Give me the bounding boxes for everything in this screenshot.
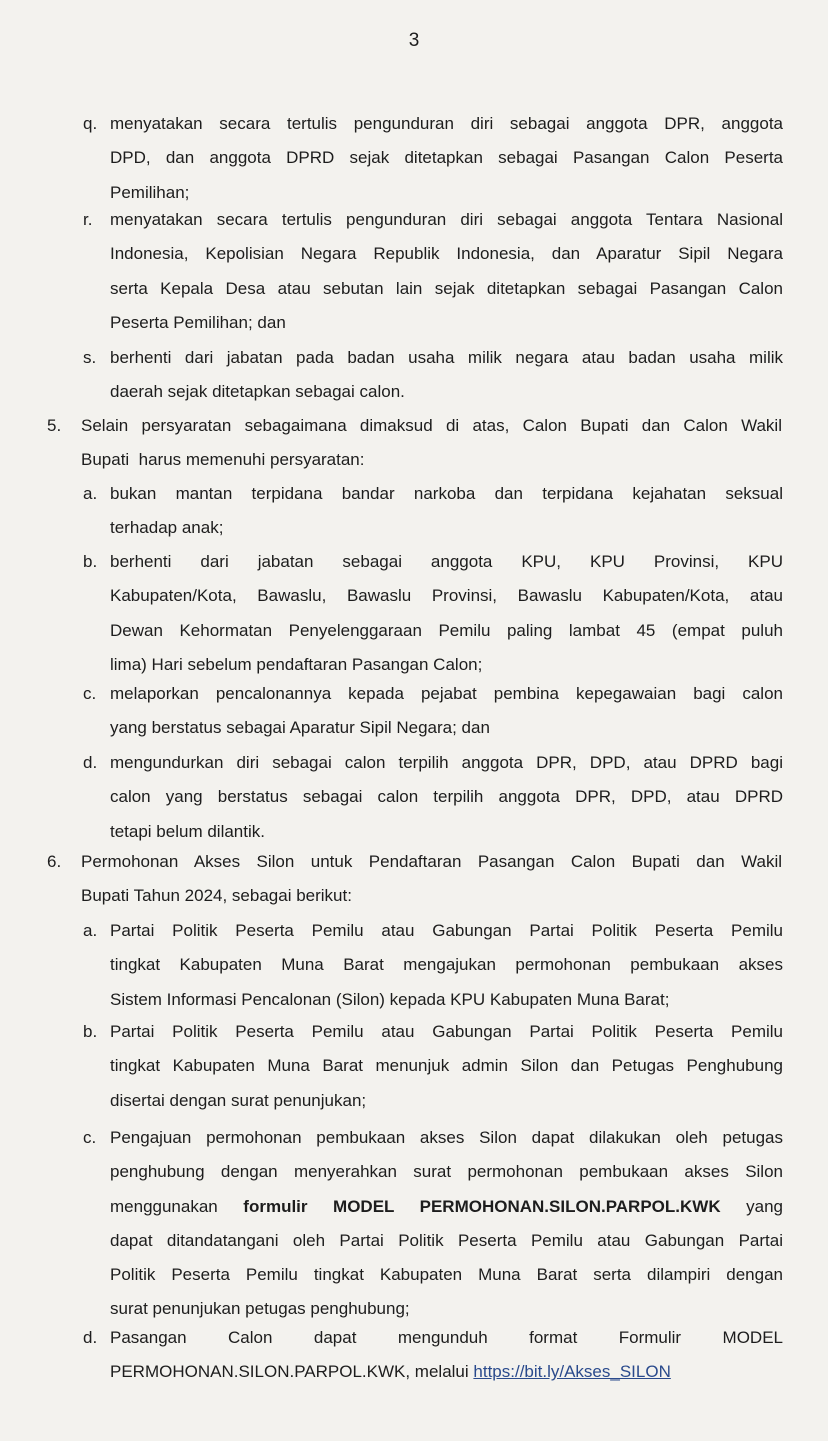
item-text bbox=[110, 677, 783, 746]
item-marker: 5. bbox=[47, 416, 62, 435]
text-fragment: menggunakan bbox=[110, 1196, 218, 1216]
text-line: berhenti dari jabatan sebagai anggota KPU, KPU Provinsi, KPU bbox=[110, 552, 783, 571]
list-item-6d bbox=[0, 1321, 828, 1391]
text-line: yang berstatus sebagai Aparatur Sipil Negara; dan bbox=[110, 718, 490, 738]
item-text bbox=[110, 914, 783, 1017]
text-line: bukan mantan terpidana bandar narkoba dan terpidana kejahatan seksual bbox=[110, 484, 783, 503]
text-line: serta Kepala Desa atau sebutan lain sejak ditetapkan sebagai Pasangan Calon bbox=[110, 278, 783, 298]
list-item-5b bbox=[0, 545, 828, 685]
text-line: Bupati Tahun 2024, sebagai berikut: bbox=[81, 886, 352, 906]
text-line: Kabupaten/Kota, Bawaslu, Bawaslu Provinsi, Bawaslu Kabupaten/Kota, atau bbox=[110, 586, 783, 606]
text-line: terhadap anak; bbox=[110, 518, 224, 538]
text-line: melaporkan pencalonannya kepada pejabat pembina kepegawaian bagi calon bbox=[110, 684, 783, 703]
text-line: Partai Politik Peserta Pemilu atau Gabungan Partai Politik Peserta Pemilu bbox=[110, 1022, 783, 1041]
text-fragment: PERMOHONAN.SILON.PARPOL.KWK, melalui bbox=[110, 1362, 469, 1382]
text-line: dapat ditandatangani oleh Partai Politik Peserta Pemilu atau Gabungan Partai bbox=[110, 1230, 783, 1250]
text-line: Selain persyaratan sebagaimana dimaksud di atas, Calon Bupati dan Calon Wakil bbox=[81, 416, 782, 435]
item-text bbox=[110, 203, 783, 340]
list-item-5a bbox=[0, 477, 828, 547]
item-text bbox=[110, 477, 783, 546]
item-marker: d. bbox=[83, 753, 98, 772]
item-marker: b. bbox=[83, 552, 98, 571]
list-item-5d bbox=[0, 746, 828, 851]
list-item-5 bbox=[0, 409, 828, 479]
item-text bbox=[81, 409, 782, 478]
text-line: Indonesia, Kepolisian Negara Republik Indonesia, dan Aparatur Sipil Negara bbox=[110, 244, 783, 264]
text-line: daerah sejak ditetapkan sebagai calon. bbox=[110, 382, 405, 402]
item-marker: r. bbox=[83, 210, 93, 229]
item-marker: b. bbox=[83, 1022, 98, 1041]
text-line: tetapi belum dilantik. bbox=[110, 821, 265, 841]
list-item-6 bbox=[0, 845, 828, 915]
text-line: Pengajuan permohonan pembukaan akses Silon dapat dilakukan oleh petugas bbox=[110, 1128, 783, 1147]
item-text bbox=[110, 1015, 783, 1118]
text-line bbox=[110, 1355, 783, 1389]
text-line: Bupati harus memenuhi persyaratan: bbox=[81, 450, 365, 470]
list-item-q bbox=[0, 107, 828, 212]
item-text bbox=[110, 107, 783, 210]
item-marker: c. bbox=[83, 1128, 97, 1147]
text-line: Peserta Pemilihan; dan bbox=[110, 312, 286, 332]
item-marker: a. bbox=[83, 484, 98, 503]
list-item-5c bbox=[0, 677, 828, 747]
text-line: Pasangan Calon dapat mengunduh format Formulir MODEL bbox=[110, 1328, 783, 1347]
text-line: Sistem Informasi Pencalonan (Silon) kepada KPU Kabupaten Muna Barat; bbox=[110, 989, 670, 1009]
item-text bbox=[110, 746, 783, 849]
text-line: Politik Peserta Pemilu tingkat Kabupaten Muna Barat serta dilampiri dengan bbox=[110, 1265, 783, 1285]
list-item-6a bbox=[0, 914, 828, 1019]
text-line: DPD, dan anggota DPRD sejak ditetapkan sebagai Pasangan Calon Peserta bbox=[110, 148, 783, 168]
item-text bbox=[110, 1121, 783, 1327]
text-line: Pemilihan; bbox=[110, 182, 190, 202]
text-line bbox=[110, 1190, 783, 1224]
text-line: Dewan Kehormatan Penyelenggaraan Pemilu paling lambat 45 (empat puluh bbox=[110, 620, 783, 640]
text-line: Partai Politik Peserta Pemilu atau Gabungan Partai Politik Peserta Pemilu bbox=[110, 921, 783, 940]
item-marker: s. bbox=[83, 348, 97, 367]
item-marker: a. bbox=[83, 921, 98, 940]
item-marker: q. bbox=[83, 114, 98, 133]
text-line: menyatakan secara tertulis pengunduran diri sebagai anggota DPR, anggota bbox=[110, 114, 783, 133]
text-line: tingkat Kabupaten Muna Barat menunjuk admin Silon dan Petugas Penghubung bbox=[110, 1056, 783, 1076]
text-line: disertai dengan surat penunjukan; bbox=[110, 1090, 367, 1110]
text-line: surat penunjukan petugas penghubung; bbox=[110, 1299, 410, 1319]
list-item-6c bbox=[0, 1121, 828, 1327]
list-item-s bbox=[0, 341, 828, 411]
item-marker: d. bbox=[83, 1328, 98, 1347]
list-item-r bbox=[0, 203, 828, 343]
text-fragment: yang bbox=[746, 1196, 783, 1216]
text-line: mengundurkan diri sebagai calon terpilih anggota DPR, DPD, atau DPRD bagi bbox=[110, 753, 783, 772]
text-line: penghubung dengan menyerahkan surat permohonan pembukaan akses Silon bbox=[110, 1162, 783, 1182]
page-number: 3 bbox=[408, 30, 420, 51]
text-line: calon yang berstatus sebagai calon terpilih anggota DPR, DPD, atau DPRD bbox=[110, 787, 783, 807]
list-item-6b bbox=[0, 1015, 828, 1120]
item-marker: c. bbox=[83, 684, 97, 703]
text-line: Permohonan Akses Silon untuk Pendaftaran Pasangan Calon Bupati dan Wakil bbox=[81, 852, 782, 871]
item-text bbox=[110, 545, 783, 682]
item-text bbox=[110, 1321, 783, 1390]
item-text bbox=[81, 845, 782, 914]
text-line: tingkat Kabupaten Muna Barat mengajukan permohonan pembukaan akses bbox=[110, 955, 783, 975]
text-line: menyatakan secara tertulis pengunduran diri sebagai anggota Tentara Nasional bbox=[110, 210, 783, 229]
text-line: berhenti dari jabatan pada badan usaha milik negara atau badan usaha milik bbox=[110, 348, 783, 367]
form-name-bold: formulir MODEL PERMOHONAN.SILON.PARPOL.KWK bbox=[243, 1196, 721, 1216]
item-marker: 6. bbox=[47, 852, 62, 871]
item-text bbox=[110, 341, 783, 410]
silon-access-link[interactable]: https://bit.ly/Akses_SILON bbox=[473, 1362, 671, 1382]
text-line: lima) Hari sebelum pendaftaran Pasangan Calon; bbox=[110, 654, 483, 674]
